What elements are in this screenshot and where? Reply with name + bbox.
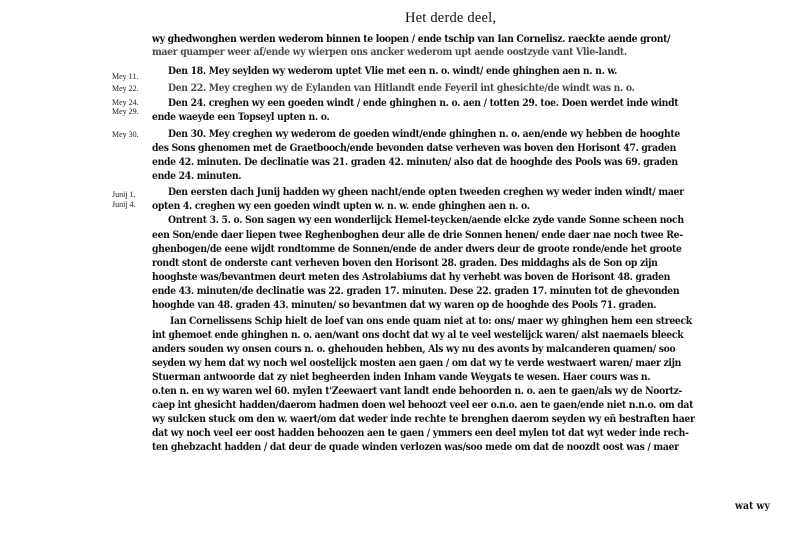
text-line: anders souden wy onsen cours n. o. ghehouden hebben, Als wy nu des avonts by malcanderen quamen/ soo <box>152 343 676 355</box>
text-line: opten 4. creghen wy een goeden windt upten w. n. w. ende ghinghen aen n. o. <box>152 200 530 212</box>
text-line: maer quamper weer af/ende wy wierpen ons ancker wederom upt aende oostzyde vant Vlie-landt. <box>152 46 627 58</box>
margin-note: Mey 11. <box>112 72 139 81</box>
text-line: ten ghebzacht hadden / dat deur de quade winden verlozen was/soo mede om dat de noozdt oost was / maer <box>152 441 679 453</box>
text-line: wy ghedwonghen werden wederom binnen te loopen / ende tschip van Ian Cornelisz. raeckte aende gront/ <box>152 33 671 45</box>
text-line: Ontrent 3. 5. o. Son sagen wy een wonderlijck Hemel-teycken/aende elcke zyde vande Sonne scheen noch <box>168 214 684 226</box>
text-line: hooghste was/bevantmen deurt meten des Astrolabiums dat hy verhebt was boven de Horisont 48. graden <box>152 271 671 283</box>
text-line: Den eersten dach Junij hadden wy gheen nacht/ende opten tweeden creghen wy weder inden windt/ maer <box>168 186 684 198</box>
margin-note: Mey 22. <box>112 84 139 93</box>
text-line: caep int ghesicht hadden/daerom hadmen doen wel behoozt veel eer o.n.o. aen te gaen/ende niet n.n.o. om dat <box>152 399 694 411</box>
margin-note: Junij 1. <box>112 190 136 199</box>
text-line: des Sons ghenomen met de Graetbooch/ende bevonden datse verheven was boven den Horisont 47. graden <box>152 142 676 154</box>
margin-note: Mey 24. <box>112 98 139 107</box>
text-line: dat wy noch veel eer oost hadden behoozen aen te gaen / ymmers een deel mylen tot dat wyt weder inde rech- <box>152 427 689 439</box>
catchword: wat wy <box>735 500 770 512</box>
text-line: ende waeyde een Topseyl upten n. o. <box>152 111 330 123</box>
margin-note: Mey 29. <box>112 107 139 116</box>
text-line: Den 22. Mey creghen wy de Eylanden van Hitlandt ende Feyeril int ghesichte/de windt was n. o. <box>168 82 635 94</box>
text-line: int ghemoet ende ghinghen n. o. aen/want ons docht dat wy al te veel westelijck waren/ alst naemaels bleeck <box>152 329 684 341</box>
text-line: wy sulcken stuck om den w. waert/om dat weder inde rechte te brenghen daerom seyden wy eñ bestraften haer <box>152 413 695 425</box>
text-line: Den 30. Mey creghen wy wederom de goeden windt/ende ghinghen n. o. aen/ende wy hebben de hooghte <box>168 128 680 140</box>
margin-note: Junij 4. <box>112 200 136 209</box>
text-line: hooghde van 48. graden 43. minuten/ so bevantmen dat wy waren op de hooghde des Pools 71. graden. <box>152 299 657 311</box>
margin-note: Mey 30. <box>112 130 139 139</box>
text-line: een Son/ende daer liepen twee Reghenboghen deur alle de drie Sonnen henen/ ende daer nae noch twee Re- <box>152 229 683 241</box>
text-line: seyden wy hem dat wy noch wel oostelijck mosten aen gaen / om dat wy te verde westwaert waren/ maer zijn <box>152 357 682 369</box>
text-line: Den 24. creghen wy een goeden windt / ende ghinghen n. o. aen / totten 29. toe. Doen werdet inde windt <box>168 97 679 109</box>
text-line: ende 24. minuten. <box>152 170 242 182</box>
text-line: Stuerman antwoorde dat zy niet begheerden inden Inham vande Weygats te wesen. Haer cours was n. <box>152 371 651 383</box>
text-line: o.ten n. en wy waren wel 60. mylen t'Zeewaert vant landt ende behoorden n. o. aen te gaen/als wy de Noortz- <box>152 385 683 397</box>
text-line: Ian Cornelissens Schip hielt de loef van ons ende quam niet at to: ons/ maer wy ghinghen hem een streeck <box>170 315 692 327</box>
running-header: Het derde deel, <box>405 10 497 26</box>
text-line: ende 42. minuten. De declinatie was 21. graden 42. minuten/ also dat de hooghde des Pools was 69. graden <box>152 156 678 168</box>
text-line: Den 18. Mey seylden wy wederom uptet Vlie met een n. o. windt/ ende ghinghen aen n. n. w. <box>168 65 618 77</box>
text-line: ghenbogen/de eene wijdt rondtomme de Sonnen/ende de ander dwers deur de groote ronde/ende het groote <box>152 243 682 255</box>
text-line: ende 43. minuten/de declinatie was 22. graden 17. minuten. Dese 22. graden 17. minuten tot de ghevonden <box>152 285 680 297</box>
text-line: rondt stont de onderste cant verheven boven den Horisont 28. graden. Des middaghs als de Son op zijn <box>152 257 658 269</box>
